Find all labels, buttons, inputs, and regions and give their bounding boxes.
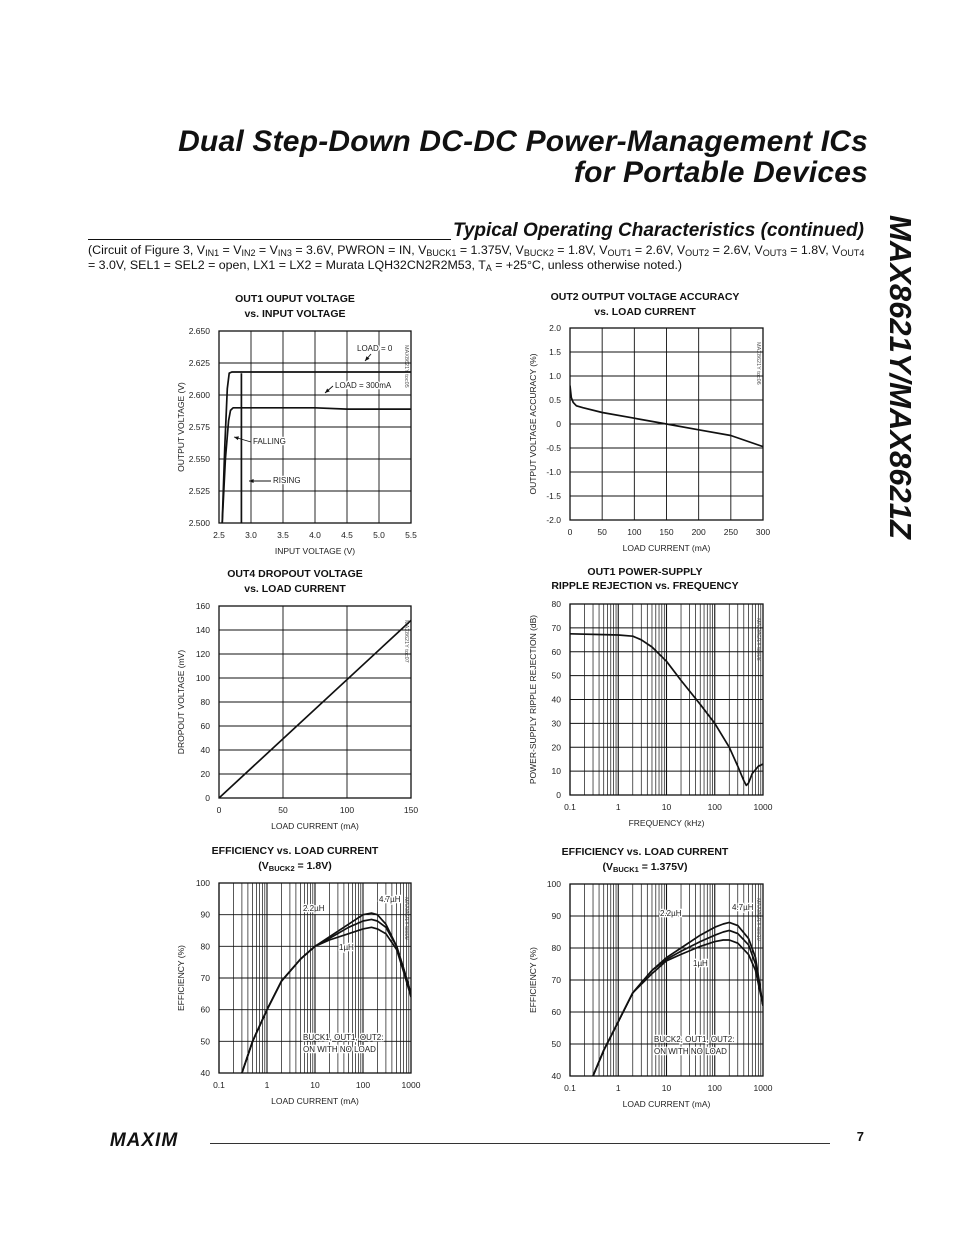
chart-code: MAX8621Y toc05 — [403, 345, 409, 388]
y-tick-label: 40 — [551, 1071, 561, 1081]
x-axis-label: LOAD CURRENT (mA) — [622, 543, 711, 553]
y-tick-label: 0.5 — [549, 395, 561, 405]
y-tick-label: 40 — [200, 745, 210, 755]
y-tick-label: 100 — [195, 673, 210, 683]
y-tick-label: 80 — [551, 599, 561, 609]
annotation-label: BUCK2, OUT1, OUT2: — [654, 1035, 735, 1044]
x-tick-label: 5.0 — [373, 530, 385, 540]
y-tick-label: 1.0 — [549, 371, 561, 381]
y-tick-label: -1.5 — [546, 491, 561, 501]
y-axis-label: OUTPUT VOLTAGE (V) — [176, 382, 186, 472]
x-tick-label: 0.1 — [213, 1080, 225, 1090]
y-tick-label: 2.625 — [188, 358, 210, 368]
x-tick-label: 1000 — [753, 1083, 773, 1093]
chart-title-line2: $(V_{BUCK2} = 1.8V)$ — [258, 860, 332, 873]
x-tick-label: 50 — [278, 805, 288, 815]
annotation-label: RISING — [273, 476, 301, 485]
chart-plot — [170, 290, 420, 560]
x-tick-label: 100 — [627, 527, 642, 537]
x-tick-label: 10 — [310, 1080, 320, 1090]
y-tick-label: 50 — [551, 670, 561, 681]
svg-text:MAX8621Y/MAX8621Z: MAX8621Y/MAX8621Z — [883, 215, 918, 539]
y-tick-label: -0.5 — [546, 443, 561, 453]
x-tick-label: 4.5 — [341, 530, 353, 540]
series-line — [219, 620, 411, 798]
chart-plot — [520, 288, 770, 558]
y-tick-label: 10 — [551, 766, 561, 777]
y-tick-label: 140 — [195, 625, 210, 635]
grid — [570, 604, 763, 795]
grid — [219, 331, 411, 523]
chart-out1-psrr — [520, 564, 773, 834]
y-tick-label: 40 — [200, 1068, 210, 1078]
page-footer — [88, 1127, 868, 1151]
x-tick-label: 200 — [691, 527, 706, 537]
annotation-label: 1µH — [693, 959, 708, 968]
x-tick-label: 4.0 — [309, 530, 321, 540]
page-title-line1: Dual Step-Down DC-DC Power-Management ICs — [178, 125, 868, 158]
x-tick-label: 10 — [661, 802, 672, 812]
y-tick-label: 2.600 — [188, 390, 210, 400]
chart-out2-accuracy — [520, 288, 770, 558]
y-tick-label: 50 — [551, 1039, 561, 1049]
y-tick-label: 20 — [551, 742, 561, 753]
x-tick-label: 300 — [755, 527, 771, 537]
chart-plot — [520, 843, 773, 1113]
page-title-line2: for Portable Devices — [573, 156, 868, 189]
chart-title-line2: vs. INPUT VOLTAGE — [244, 308, 346, 320]
annotation-label: FALLING — [253, 437, 286, 446]
x-tick-label: 50 — [597, 527, 607, 537]
y-tick-label: 2.550 — [188, 454, 210, 464]
y-tick-label: 80 — [551, 943, 561, 953]
y-tick-label: 2.525 — [188, 486, 210, 496]
page-number: 7 — [856, 1129, 864, 1144]
y-axis-label: POWER-SUPPLY RIPPLE REJECTION (dB) — [528, 614, 538, 785]
x-tick-label: 150 — [403, 805, 419, 815]
x-tick-label: 100 — [355, 1080, 371, 1090]
chart-title-line1: EFFICIENCY vs. LOAD CURRENT — [211, 845, 379, 857]
x-axis-label: INPUT VOLTAGE (V) — [274, 546, 356, 556]
svg-text:MAXIM: MAXIM — [109, 1130, 179, 1148]
chart-plot — [170, 565, 420, 835]
chart-title-line1: OUT4 DROPOUT VOLTAGE — [227, 568, 363, 580]
y-tick-label: 60 — [551, 1007, 561, 1017]
chart-out1-output-voltage — [170, 290, 420, 560]
chart-title-line2: vs. LOAD CURRENT — [244, 583, 346, 595]
chart-code: MAX8621Y toc09 — [403, 897, 409, 940]
y-tick-label: 1.5 — [549, 347, 561, 357]
y-axis-label: DROPOUT VOLTAGE (mV) — [176, 649, 186, 755]
chart-code: MAX8621Y toc08 — [755, 618, 761, 661]
x-axis-label: LOAD CURRENT (mA) — [271, 1096, 359, 1106]
y-tick-label: 0 — [556, 419, 561, 429]
x-tick-label: 0.1 — [564, 802, 576, 812]
annotation-label: 1µH — [339, 943, 354, 952]
y-tick-label: 80 — [200, 697, 210, 707]
chart-title-line1: EFFICIENCY vs. LOAD CURRENT — [561, 846, 729, 858]
chart-out4-dropout — [170, 565, 420, 835]
annotation-label: 2.2µH — [303, 904, 325, 913]
y-tick-label: 120 — [195, 649, 210, 659]
x-tick-label: 1000 — [753, 802, 773, 812]
x-tick-label: 1 — [615, 802, 621, 812]
side-part-number — [880, 215, 920, 1005]
annotation-label: LOAD = 0 — [357, 344, 393, 353]
annotation-label: BUCK1, OUT1, OUT2: — [303, 1033, 384, 1042]
y-tick-label: 2.650 — [188, 326, 210, 336]
x-tick-label: 0 — [216, 805, 222, 815]
y-axis-label: EFFICIENCY (%) — [528, 947, 538, 1013]
y-tick-label: 2.500 — [188, 518, 210, 528]
y-tick-label: 0 — [556, 790, 561, 800]
x-tick-label: 10 — [661, 1083, 672, 1093]
chart-code: MAX8621Y toc10 — [755, 898, 761, 941]
annotation-arrows — [234, 354, 371, 483]
y-tick-label: 50 — [200, 1036, 210, 1047]
y-tick-label: 2.0 — [549, 323, 561, 333]
y-tick-label: 70 — [551, 975, 561, 985]
grid — [219, 606, 411, 798]
x-tick-label: 1 — [264, 1080, 270, 1090]
x-axis-label: LOAD CURRENT (mA) — [622, 1099, 711, 1109]
y-tick-label: 90 — [551, 911, 561, 921]
x-tick-label: 1000 — [401, 1080, 421, 1090]
y-tick-label: 60 — [551, 646, 561, 657]
chart-title-line1: OUT2 OUTPUT VOLTAGE ACCURACY — [550, 291, 740, 303]
y-tick-label: 100 — [195, 878, 210, 888]
annotation-label: 4.7µH — [379, 895, 401, 904]
arrow-head — [234, 436, 239, 440]
x-tick-label: 2.5 — [213, 530, 225, 540]
annotation-label: 2.2µH — [660, 909, 682, 918]
chart-title-line2: $(V_{BUCK1} = 1.375V)$ — [602, 861, 688, 874]
y-tick-label: -1.0 — [546, 467, 561, 477]
section-title: Typical Operating Characteristics (continued) — [452, 220, 864, 241]
chart-title-line1: OUT1 OUPUT VOLTAGE — [235, 293, 355, 305]
x-tick-label: 150 — [659, 527, 674, 537]
x-tick-label: 1 — [615, 1083, 621, 1093]
series-group — [219, 620, 411, 798]
y-tick-label: -2.0 — [546, 515, 561, 525]
y-tick-label: 70 — [200, 973, 210, 983]
y-tick-label: 60 — [200, 721, 210, 731]
x-axis-label: LOAD CURRENT (mA) — [271, 821, 359, 831]
maxim-logo — [88, 1130, 200, 1148]
chart-efficiency-buck2 — [170, 842, 420, 1112]
x-tick-label: 250 — [723, 527, 738, 537]
chart-code: MAX8621Y toc06 — [755, 342, 761, 385]
chart-title-line2: RIPPLE REJECTION vs. FREQUENCY — [551, 580, 739, 592]
x-tick-label: 0.1 — [564, 1083, 576, 1093]
y-axis-label: EFFICIENCY (%) — [176, 945, 186, 1011]
x-tick-label: 3.5 — [277, 530, 289, 540]
series-line — [222, 408, 411, 523]
footer-rule — [210, 1143, 830, 1144]
y-tick-label: 30 — [551, 718, 561, 729]
annotation-label: 4.7µH — [732, 903, 754, 912]
test-conditions: (Circuit of Figure 3, $V_{IN1} = V_{IN2} = V_{IN3} = 3.6V$, PWRON = IN, $V_{BUCK1} = 1.375V$, $V_{BUCK2} = 1.8V$, $V_{OUT1} = 2.6V$, $V_{OUT2} = 2.6V$, $V_{OUT3} = 1.8V$, $V_{OUT4} = 3.0V$, SEL1 = SEL2 = open, LX1 = LX2 = Murata LQH32CN2R2M53, $T_A = +25^\circ C$, unless otherwise noted.) — [88, 243, 865, 273]
y-tick-label: 90 — [200, 909, 210, 920]
y-tick-label: 40 — [551, 694, 561, 705]
x-tick-label: 3.0 — [245, 530, 257, 540]
chart-plot — [170, 842, 420, 1112]
y-tick-label: 2.575 — [188, 422, 210, 432]
y-tick-label: 20 — [200, 769, 210, 779]
chart-title-line2: vs. LOAD CURRENT — [594, 306, 696, 318]
y-tick-label: 160 — [195, 601, 210, 611]
y-tick-label: 60 — [200, 1004, 210, 1015]
y-axis-label: OUTPUT VOLTAGE ACCURACY (%) — [528, 353, 538, 495]
x-axis-label: FREQUENCY (kHz) — [628, 818, 705, 828]
annotation-label: ON WITH NO LOAD — [654, 1047, 727, 1056]
chart-code: MAX8621Y toc07 — [403, 620, 409, 663]
chart-efficiency-buck1 — [520, 843, 773, 1113]
chart-title-line1: OUT1 POWER-SUPPLY — [587, 566, 703, 578]
x-tick-label: 5.5 — [405, 530, 417, 540]
x-tick-label: 100 — [707, 802, 722, 812]
annotation-label: ON WITH NO LOAD — [303, 1045, 376, 1054]
y-tick-label: 80 — [200, 941, 210, 952]
x-tick-label: 100 — [339, 805, 355, 815]
x-tick-label: 100 — [707, 1083, 722, 1093]
y-tick-label: 0 — [205, 793, 210, 803]
annotation-label: LOAD = 300mA — [335, 381, 392, 390]
section-header — [88, 218, 864, 242]
x-tick-label: 0 — [567, 527, 573, 537]
y-tick-label: 70 — [551, 622, 561, 633]
y-tick-label: 100 — [546, 879, 561, 889]
chart-plot — [520, 564, 773, 834]
